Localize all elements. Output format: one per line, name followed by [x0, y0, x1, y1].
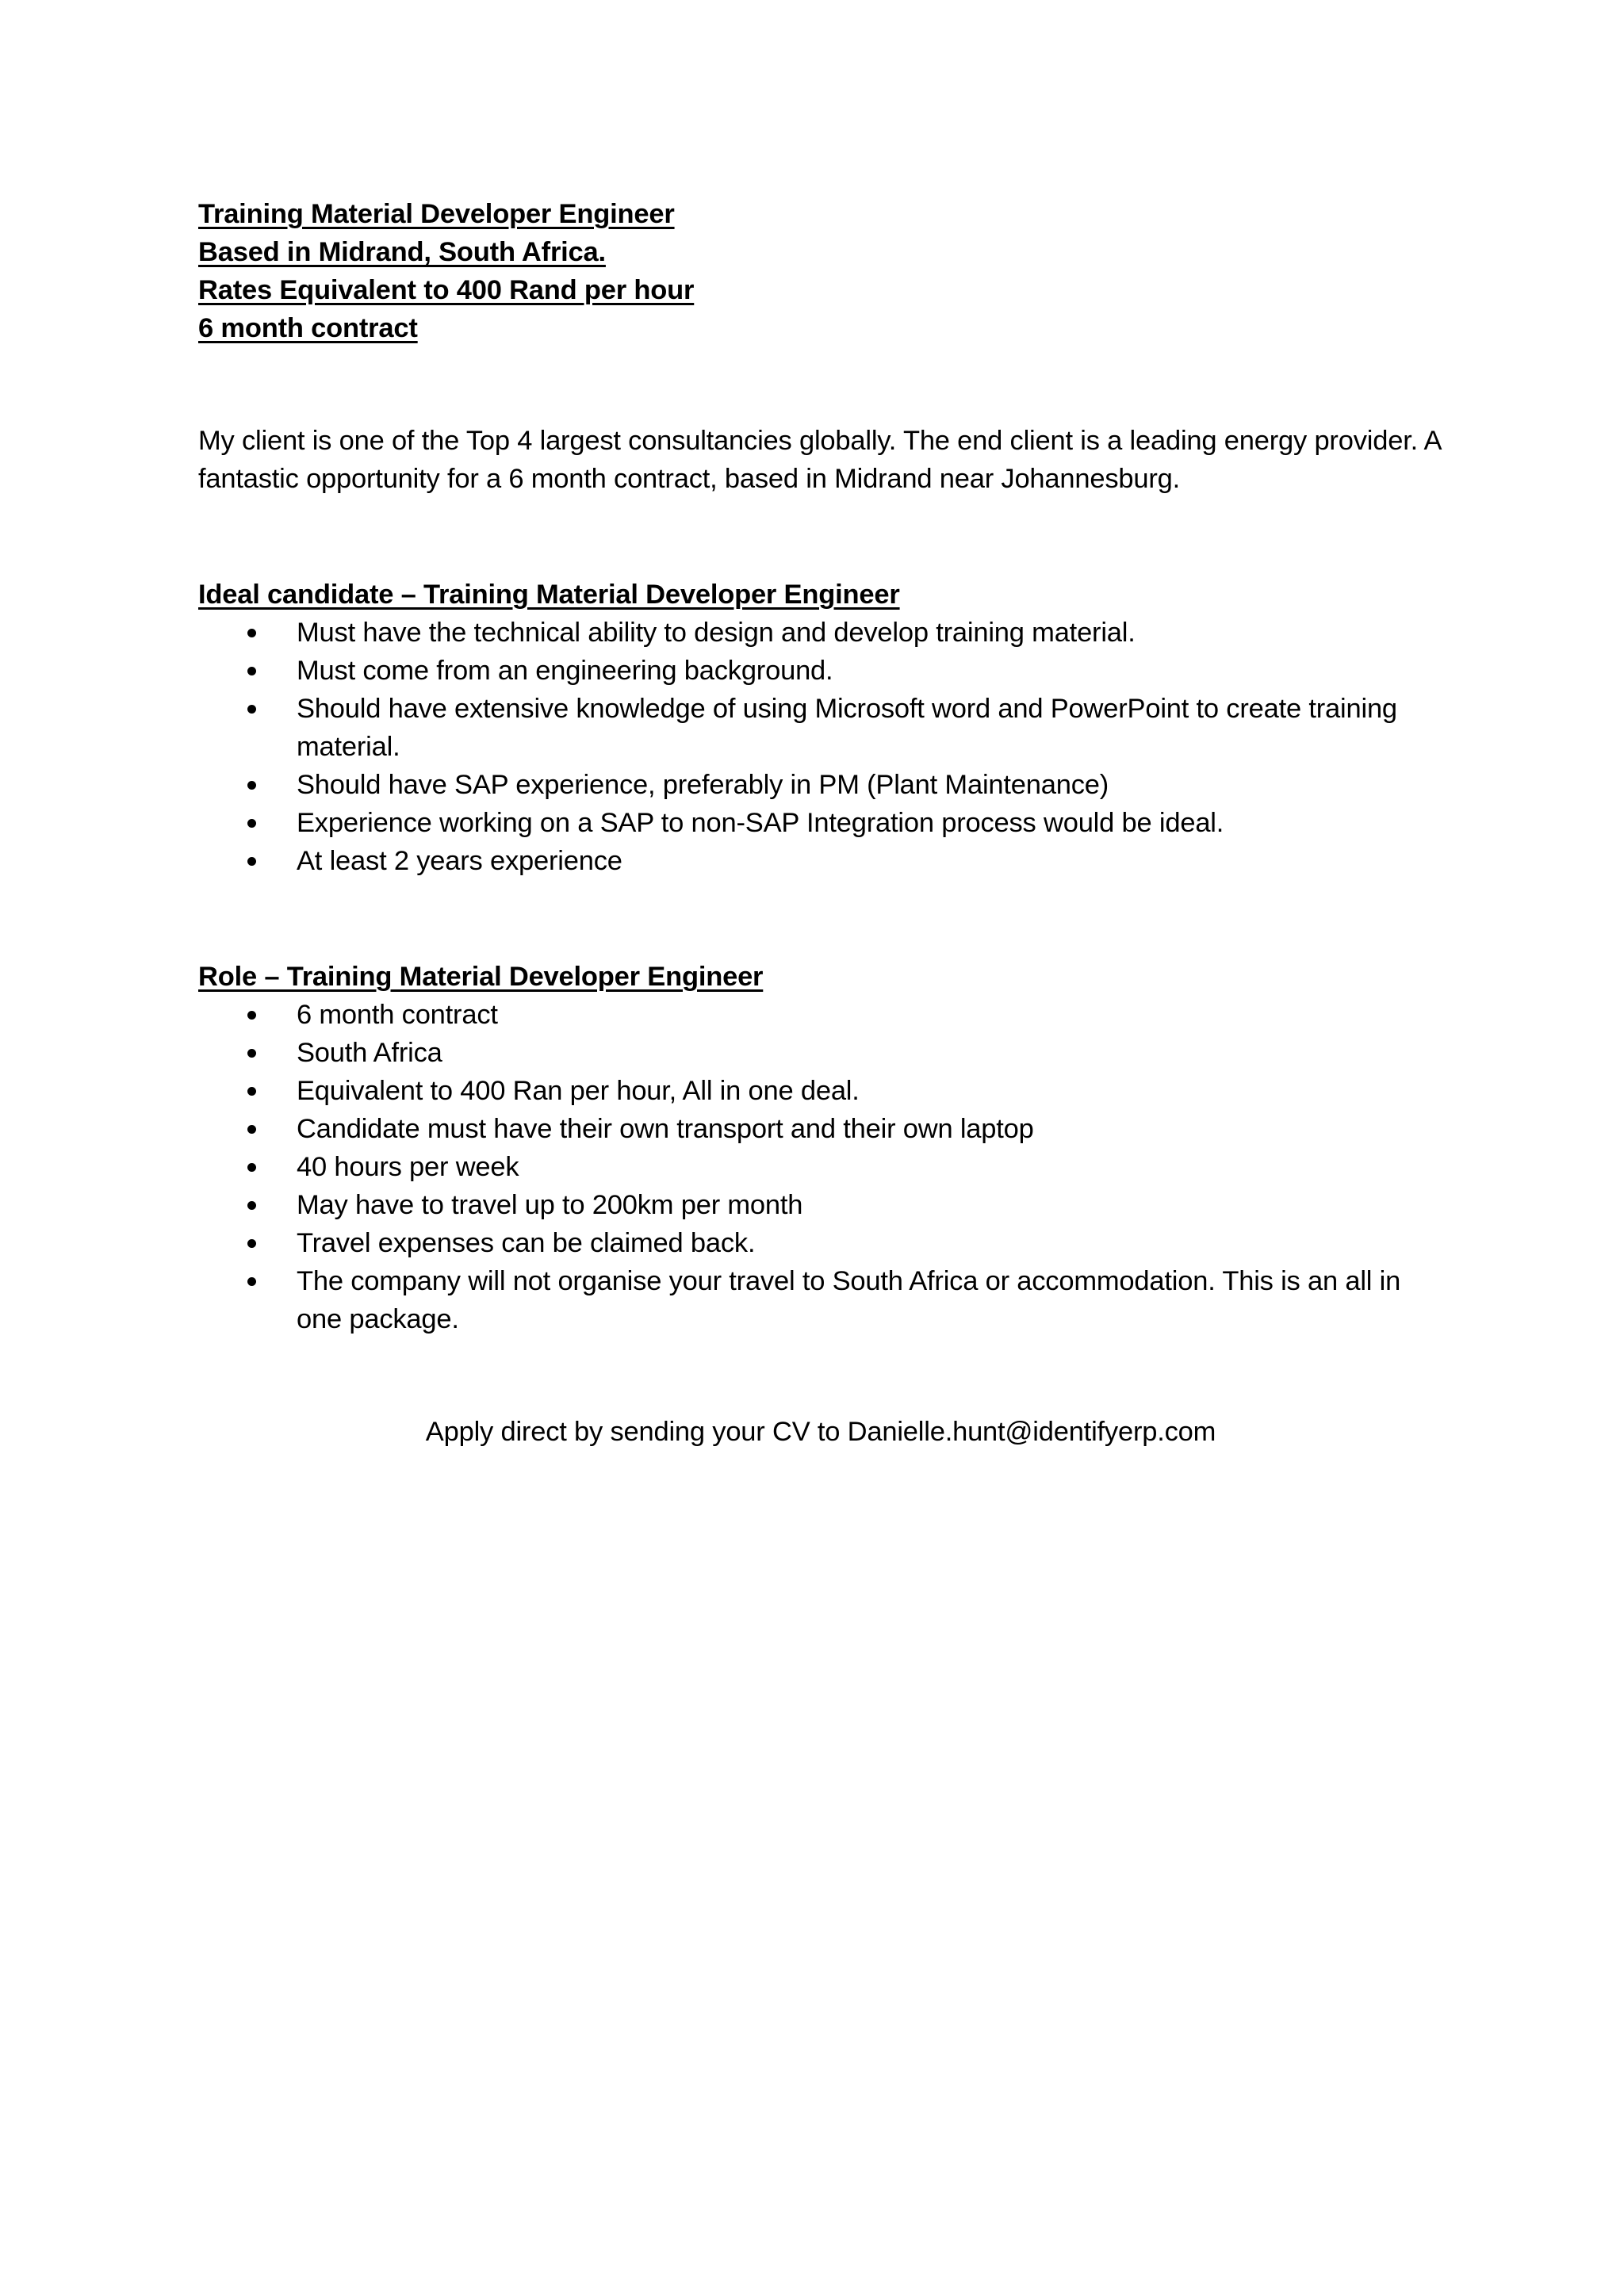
bullet-icon [247, 1239, 256, 1248]
bullet-icon [247, 857, 256, 866]
ideal-candidate-section [198, 576, 1443, 880]
list-item-text: The company will not organise your travel to South Africa or accommodation. This is an all in one package. [297, 1266, 1401, 1334]
list-item-text: Must come from an engineering background. [297, 656, 833, 686]
list-item-text: Equivalent to 400 Ran per hour, All in one deal. [297, 1076, 860, 1106]
bullet-icon [247, 781, 256, 790]
document-page [198, 195, 1443, 1451]
job-location: Based in Midrand, South Africa. [198, 237, 606, 267]
list-item [198, 1186, 1443, 1224]
list-item [198, 690, 1443, 766]
ideal-candidate-heading: Ideal candidate – Training Material Developer Engineer [198, 580, 900, 610]
list-item [198, 1262, 1443, 1338]
list-item [198, 1148, 1443, 1186]
list-item-text: 6 month contract [297, 1000, 498, 1030]
bullet-icon [247, 1087, 256, 1096]
list-item-text: 40 hours per week [297, 1152, 519, 1182]
list-item-text: Experience working on a SAP to non-SAP Integration process would be ideal. [297, 808, 1224, 838]
bullet-icon [247, 1163, 256, 1172]
list-item [198, 1034, 1443, 1072]
job-title: Training Material Developer Engineer [198, 199, 675, 229]
role-heading: Role – Training Material Developer Engineer [198, 962, 764, 992]
list-item [198, 804, 1443, 842]
intro-paragraph: My client is one of the Top 4 largest consultancies globally. The end client is a leading energy provider. A fantastic opportunity for a 6 month contract, based in Midrand near Johannesburg. [198, 426, 1441, 494]
role-list [198, 996, 1443, 1338]
list-item [198, 766, 1443, 804]
bullet-icon [247, 819, 256, 828]
list-item [198, 652, 1443, 690]
list-item [198, 1224, 1443, 1262]
ideal-candidate-list [198, 614, 1443, 880]
bullet-icon [247, 1011, 256, 1020]
bullet-icon [247, 1049, 256, 1058]
apply-instructions: Apply direct by sending your CV to Danielle.hunt@identifyerp.com [425, 1417, 1216, 1447]
list-item [198, 996, 1443, 1034]
list-item-text: Should have SAP experience, preferably in PM (Plant Maintenance) [297, 770, 1109, 800]
bullet-icon [247, 1201, 256, 1210]
list-item [198, 1072, 1443, 1110]
list-item [198, 614, 1443, 652]
list-item-text: May have to travel up to 200km per month [297, 1190, 803, 1220]
list-item [198, 1110, 1443, 1148]
list-item-text: South Africa [297, 1038, 442, 1068]
list-item-text: Travel expenses can be claimed back. [297, 1228, 756, 1258]
bullet-icon [247, 1277, 256, 1286]
bullet-icon [247, 667, 256, 675]
list-item-text: Candidate must have their own transport and their own laptop [297, 1114, 1034, 1144]
list-item-text: Must have the technical ability to design and develop training material. [297, 618, 1136, 648]
title-block [198, 195, 1443, 347]
role-section [198, 958, 1443, 1338]
list-item [198, 842, 1443, 880]
list-item-text: At least 2 years experience [297, 846, 622, 876]
job-rate: Rates Equivalent to 400 Rand per hour [198, 275, 695, 305]
bullet-icon [247, 1125, 256, 1134]
bullet-icon [247, 629, 256, 637]
list-item-text: Should have extensive knowledge of using Microsoft word and PowerPoint to create training material. [297, 694, 1397, 762]
bullet-icon [247, 705, 256, 714]
job-duration: 6 month contract [198, 313, 418, 343]
